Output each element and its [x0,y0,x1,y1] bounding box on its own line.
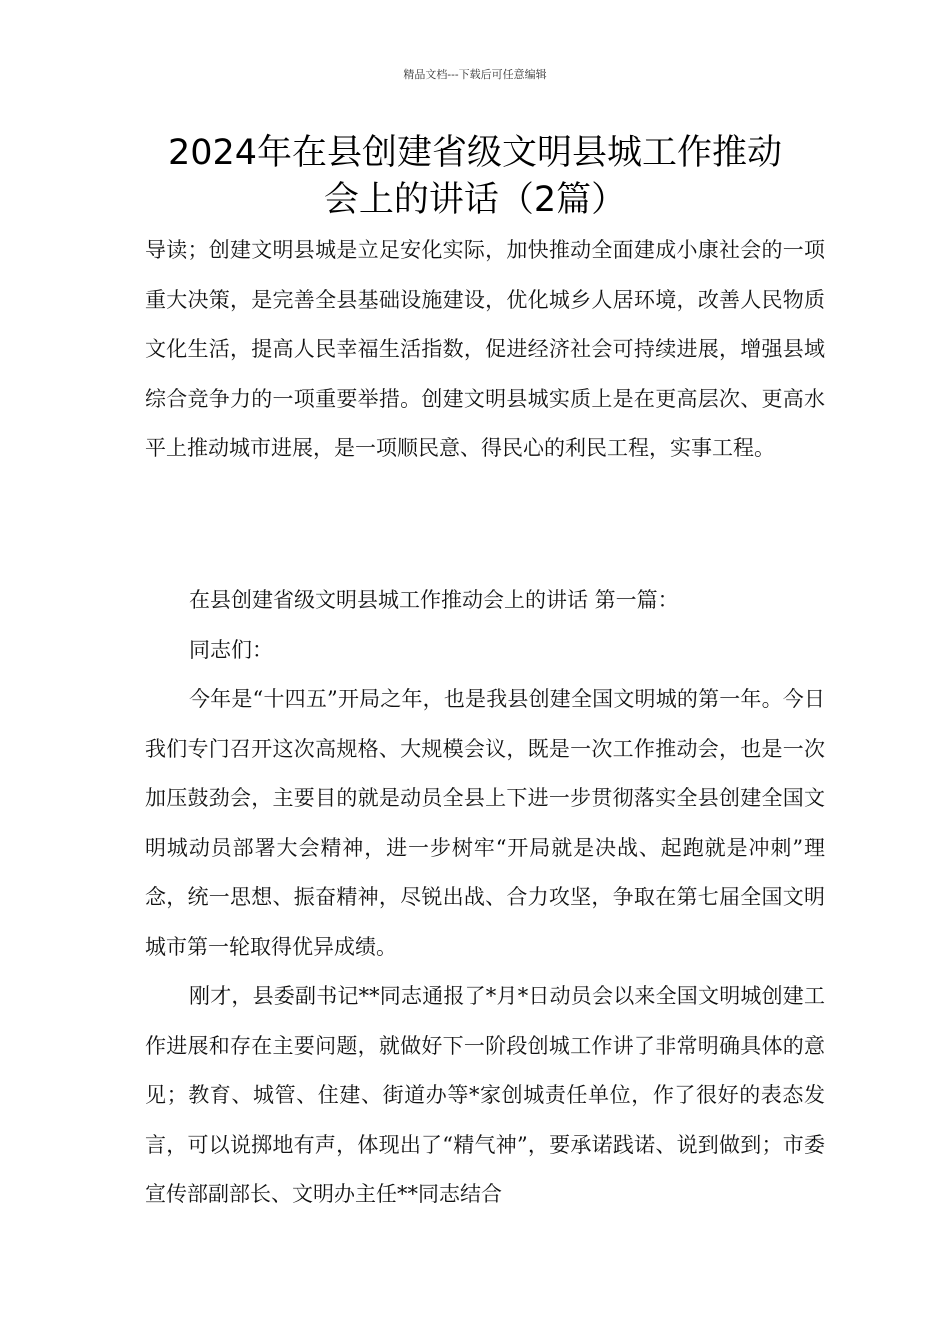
body-paragraph-2: 刚才，县委副书记**同志通报了*月*日动员会以来全国文明城创建工作进展和存在主要问题，就做好下一阶段创城工作讲了非常明确具体的意见；教育、城管、住建、街道办等*家创城责任单位，作了很好的表态发言，可以说掷地有声，体现出了“精气神”，要承诺践诺、说到做到；市委宣传部副部长、文明办主任**同志结合 [145,984,825,1206]
lead-paragraph: 导读；创建文明县城是立足安化实际，加快推动全面建成小康社会的一项重大决策，是完善全县基础设施建设，优化城乡人居环境，改善人民物质文化生活，提高人民幸福生活指数，促进经济社会可持续进展，增强县域综合竞争力的一项重要举措。创建文明县城实质上是在更高层次、更高水平上推动城市进展，是一项顺民意、得民心的利民工程，实事工程。 [145,238,825,460]
page-header-watermark: 精品文档---下载后可任意编辑 [403,68,547,81]
title-line-1: 2024年在县创建省级文明县城工作推动 [167,133,783,173]
document-title [140,130,810,224]
title-line-2: 会上的讲话（2篇） [323,180,627,220]
section-heading: 在县创建省级文明县城工作推动会上的讲话 第一篇： [189,588,679,612]
speech-section [145,576,825,1220]
salutation: 同志们： [189,637,273,662]
lead-section [145,226,825,474]
body-paragraph-1: 今年是“十四五”开局之年，也是我县创建全国文明城的第一年。今日我们专门召开这次高规格、大规模会议，既是一次工作推动会，也是一次加压鼓劲会，主要目的就是动员全县上下进一步贯彻落实全县创建全国文明城动员部署大会精神，进一步树牢“开局就是决战、起跑就是冲刺”理念，统一思想、振奋精神，尽锐出战、合力攻坚，争取在第七届全国文明城市第一轮取得优异成绩。 [145,687,825,959]
